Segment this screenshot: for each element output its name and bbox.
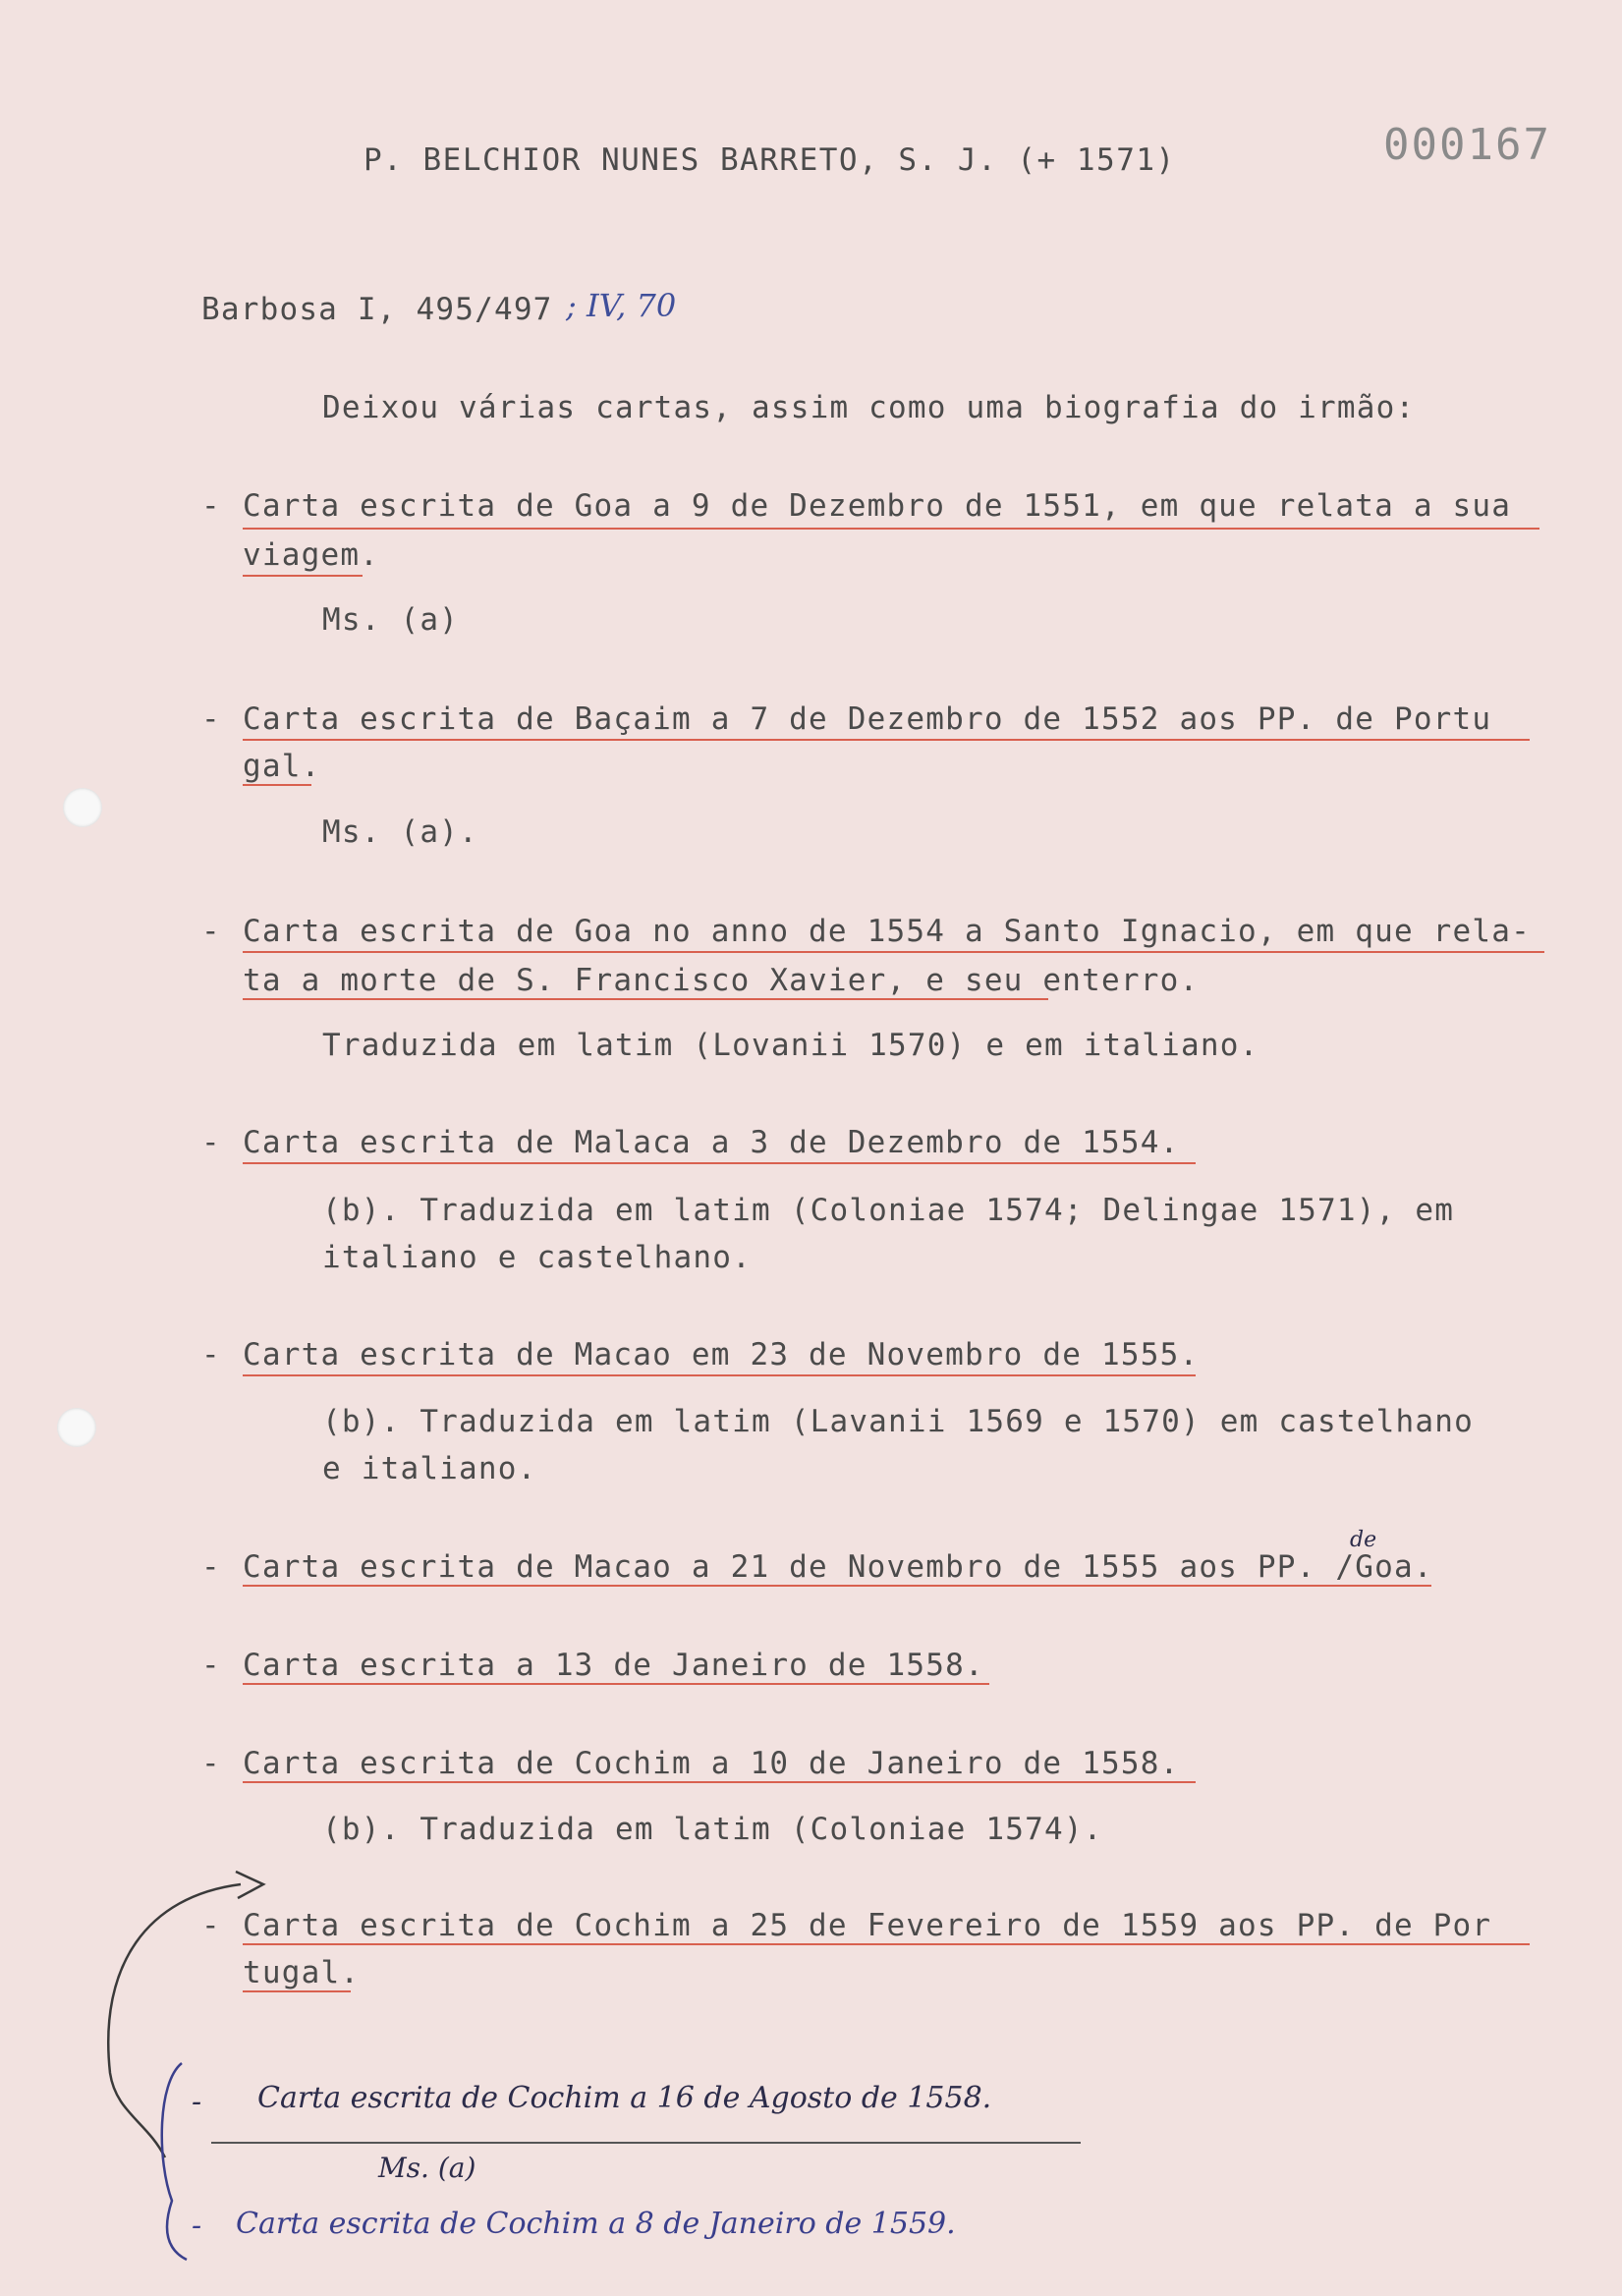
entry-note: (b). Traduzida em latim (Lavanii 1569 e 1570) em castelhano: [322, 1404, 1474, 1439]
list-dash: -: [201, 488, 220, 524]
entry-line: Carta escrita de Macao em 23 de Novembro de 1555.: [243, 1337, 1200, 1372]
list-dash: -: [201, 1746, 220, 1781]
entry-line: viagem.: [243, 537, 380, 573]
handwritten-dash: -: [192, 2209, 202, 2243]
handwritten-entry: Carta escrita de Cochim a 8 de Janeiro de 1559.: [236, 2207, 956, 2241]
entry-line: Carta escrita de Goa no anno de 1554 a Santo Ignacio, em que rela-: [243, 914, 1531, 949]
entry-note: (b). Traduzida em latim (Coloniae 1574; Delingae 1571), em: [322, 1193, 1455, 1228]
list-dash: -: [201, 914, 220, 949]
entry-line: Carta escrita de Cochim a 25 de Fevereiro de 1559 aos PP. de Por: [243, 1908, 1492, 1943]
handwritten-dash: -: [192, 2085, 202, 2119]
list-dash: -: [201, 701, 220, 737]
entry-line: Carta escrita de Malaca a 3 de Dezembro de 1554.: [243, 1125, 1180, 1160]
handwritten-note: Ms. (a): [378, 2152, 476, 2184]
handwritten-reference: ; IV, 70: [566, 287, 677, 324]
entry-note: (b). Traduzida em latim (Coloniae 1574).: [322, 1812, 1103, 1847]
entry-line: tugal.: [243, 1955, 361, 1990]
entry-line: Carta escrita de Cochim a 10 de Janeiro de 1558.: [243, 1746, 1180, 1781]
entry-line: Carta escrita de Baçaim a 7 de Dezembro de 1552 aos PP. de Portu: [243, 701, 1492, 737]
entry-line: Carta escrita de Goa a 9 de Dezembro de 1551, em que relata a sua: [243, 488, 1512, 524]
entry-note: Ms. (a): [322, 602, 460, 638]
intro-text: Deixou várias cartas, assim como uma biografia do irmão:: [322, 390, 1416, 425]
entry-line: ta a morte de S. Francisco Xavier, e seu enterro.: [243, 963, 1200, 998]
entry-note: italiano e castelhano.: [322, 1240, 752, 1275]
list-dash: -: [201, 1125, 220, 1160]
list-dash: -: [201, 1908, 220, 1943]
list-dash: -: [201, 1549, 220, 1585]
page-title: P. BELCHIOR NUNES BARRETO, S. J. (+ 1571): [364, 142, 1176, 178]
handwritten-entry: Carta escrita de Cochim a 16 de Agosto de 1558.: [257, 2081, 992, 2115]
entry-line: Carta escrita a 13 de Janeiro de 1558.: [243, 1648, 984, 1683]
list-dash: -: [201, 1337, 220, 1372]
entry-note: e italiano.: [322, 1451, 537, 1486]
list-dash: -: [201, 1648, 220, 1683]
entry-note: Ms. (a).: [322, 814, 478, 850]
archive-stamp: 000167: [1383, 120, 1551, 170]
handwritten-insertion: de: [1350, 1528, 1377, 1552]
entry-line: gal.: [243, 749, 321, 784]
entry-line: Carta escrita de Macao a 21 de Novembro de 1555 aos PP. /Goa.: [243, 1549, 1433, 1585]
entry-note: Traduzida em latim (Lovanii 1570) e em italiano.: [322, 1028, 1259, 1063]
underline: [211, 2142, 1081, 2144]
bibliographic-reference: Barbosa I, 495/497: [201, 292, 553, 327]
